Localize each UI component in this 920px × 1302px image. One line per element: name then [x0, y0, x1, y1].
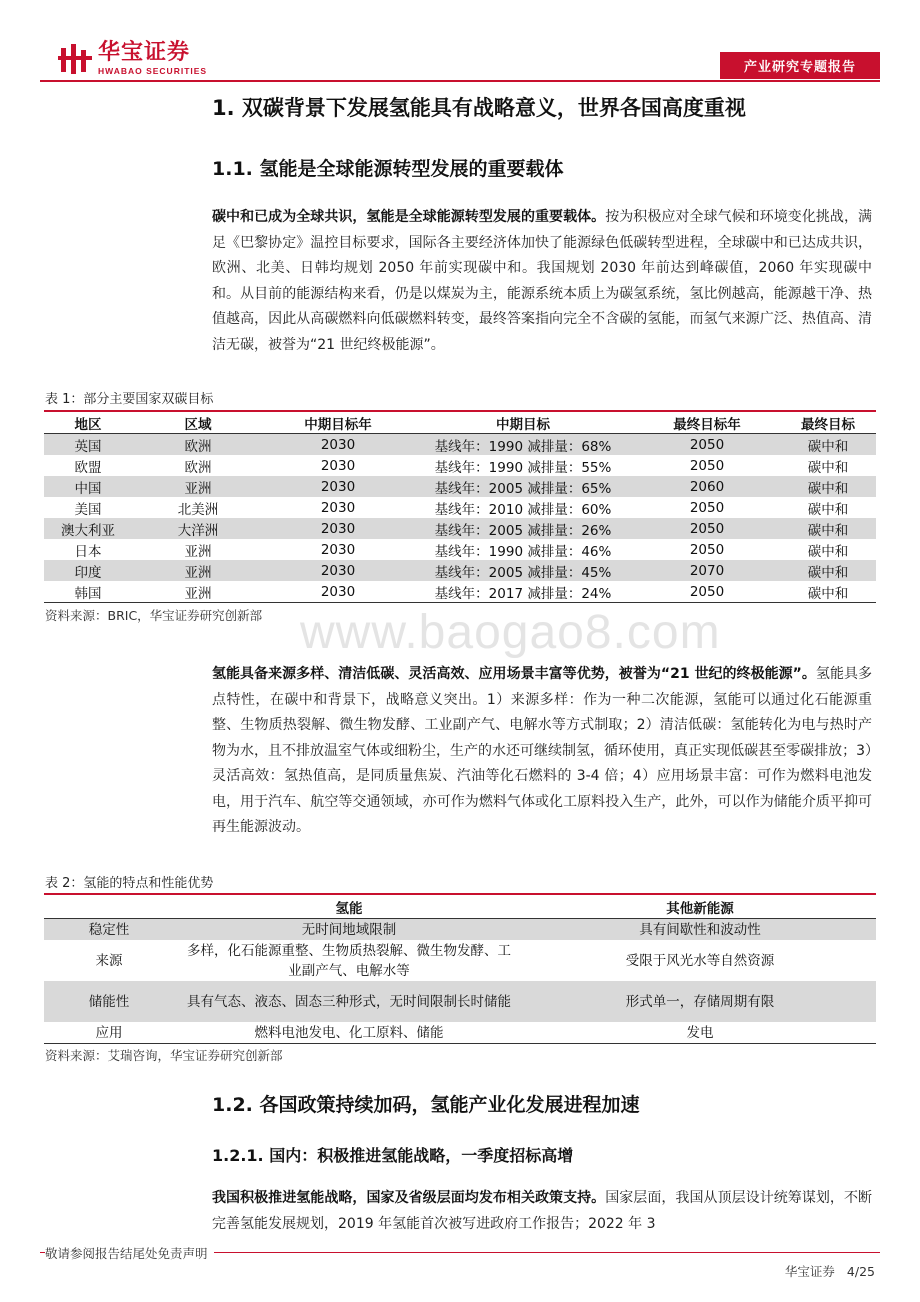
table-cell: 碳中和 — [807, 543, 849, 560]
table-cell: 亚洲 — [184, 543, 212, 560]
table-cell: 碳中和 — [807, 459, 849, 476]
table-cell: 2060 — [634, 476, 780, 497]
table-cell: 受限于风光水等自然资源 — [625, 952, 775, 969]
table-2-caption: 表 2：氢能的特点和性能优势 — [45, 876, 214, 891]
table-cell: 碳中和 — [807, 501, 849, 518]
table-cell: 2050 — [634, 518, 780, 539]
table-1-header-row — [44, 411, 876, 434]
table-cell: 发电 — [524, 1022, 876, 1044]
table-cell: 中国 — [44, 476, 132, 497]
table-cell: 2030 — [320, 457, 356, 474]
paragraph-1-body: 按为积极应对全球气候和环境变化挑战，满足《巴黎协定》温控目标要求，国际各主要经济体加快了能源绿色低碳转型进程，全球碳中和已达成共识，欧洲、北美、日韩均规划 2050 年前实现碳中和。我国规划 2030 年前达到峰碳值，2060 年实现碳中和。从目前的能源结构来看，仍是以煤炭为主，能源系统本质上为碳氢系统，氢比例越高，能源越干净、热值越高，因此从高碳燃料向低碳燃料转变，最终答案指向完全不含碳的氢能，而氢气来源广泛、热值高、清洁无碳，被誉为“21 世纪终极能源”。 — [212, 209, 873, 353]
table-cell: 北美洲 — [177, 501, 219, 518]
logo-en-text: HWABAO SECURITIES — [98, 66, 208, 77]
table-cell: 燃料电池发电、化工原料、储能 — [174, 1022, 524, 1044]
company-logo — [58, 42, 207, 76]
table-cell: 2030 — [264, 581, 412, 603]
paragraph-3 — [212, 1186, 872, 1237]
table-cell: 2050 — [634, 581, 780, 603]
table-cell: 具有气态、液态、固态三种形式，无时间限制长时储能 — [174, 981, 524, 1022]
table-cell: 澳大利亚 — [44, 518, 132, 539]
paragraph-2-lead: 氢能具备来源多样、清洁低碳、灵活高效、应用场景丰富等优势，被誉为“21 世纪的终极能源”。 — [212, 666, 816, 682]
table-cell: 亚洲 — [132, 560, 264, 581]
header-divider — [40, 80, 880, 82]
footer-company: 华宝证券 — [784, 1264, 835, 1279]
table-header: 最终目标年 — [634, 411, 780, 434]
table-cell: 2050 — [689, 541, 725, 558]
table-cell: 2030 — [264, 518, 412, 539]
table-cell: 亚洲 — [132, 581, 264, 603]
table-cell: 日本 — [74, 543, 102, 560]
table-row — [44, 560, 876, 581]
table-row — [44, 434, 876, 456]
table-cell: 英国 — [44, 434, 132, 456]
table-row — [44, 919, 876, 941]
table-cell: 2030 — [264, 434, 412, 456]
footer-info — [773, 1262, 875, 1280]
table-row — [44, 581, 876, 603]
sub-subsection-title: 1.2.1. 国内：积极推进氢能战略，一季度招标高增 — [212, 1146, 574, 1165]
table-cell: 具有间歇性和波动性 — [524, 919, 876, 941]
paragraph-3-lead: 我国积极推进氢能战略，国家及省级层面均发布相关政策支持。 — [212, 1190, 606, 1206]
table-cell: 基线年：2010 减排量：60% — [434, 501, 612, 518]
table-1 — [44, 410, 876, 603]
table-cell: 基线年：1990 减排量：46% — [434, 543, 612, 560]
table-cell: 2030 — [320, 541, 356, 558]
table-cell: 多样，化石能源重整、生物质热裂解、微生物发酵、工业副产气、电解水等 — [187, 942, 511, 979]
table-cell: 2030 — [264, 560, 412, 581]
table-cell: 2050 — [634, 434, 780, 456]
table-cell: 2050 — [689, 499, 725, 516]
table-2-source: 资料来源：艾瑞咨询，华宝证券研究创新部 — [45, 1048, 283, 1063]
table-cell: 基线年：2005 减排量：45% — [412, 560, 634, 581]
disclaimer-note: 敬请参阅报告结尾处免责声明 — [45, 1244, 214, 1262]
table-cell: 欧洲 — [184, 459, 212, 476]
table-cell: 形式单一，存储周期有限 — [524, 981, 876, 1022]
table-header: 区域 — [132, 411, 264, 434]
table-cell: 碳中和 — [780, 581, 876, 603]
paragraph-2 — [212, 662, 872, 841]
table-cell: 2030 — [320, 499, 356, 516]
table-row — [44, 539, 876, 560]
table-cell: 欧洲 — [132, 434, 264, 456]
paragraph-3-body: 国家层面，我国从顶层设计统筹谋划，不断完善氢能发展规划，2019 年氢能首次被写进政府工作报告；2022 年 3 — [212, 1190, 873, 1232]
page-number: 4/25 — [846, 1264, 875, 1279]
table-cell: 韩国 — [44, 581, 132, 603]
table-row — [44, 497, 876, 518]
table-cell: 2030 — [264, 476, 412, 497]
table-cell: 基线年：2017 减排量：24% — [412, 581, 634, 603]
table-cell: 基线年：2005 减排量：65% — [412, 476, 634, 497]
table-row — [44, 940, 876, 981]
table-1-caption: 表 1：部分主要国家双碳目标 — [45, 392, 214, 407]
table-header: 地区 — [44, 411, 132, 434]
table-cell: 2070 — [634, 560, 780, 581]
table-cell: 美国 — [74, 501, 102, 518]
table-cell: 欧盟 — [74, 459, 102, 476]
table-cell: 碳中和 — [780, 434, 876, 456]
table-header: 中期目标年 — [264, 411, 412, 434]
paragraph-2-body: 氢能具多点特性，在碳中和背景下，战略意义突出。1）来源多样：作为一种二次能源，氢能可以通过化石能源重整、生物质热裂解、微生物发酵、工业副产气、电解水等方式制取；2）清洁低碳：氢能转化为电与热时产物为水，且不排放温室气体或细粉尘，生产的水还可继续制氢，循环使用，真正实现低碳甚至零碳排放；3）灵活高效：氢热值高，是同质量焦炭、汽油等化石燃料的 3-4 倍；4）应用场景丰富：可作为燃料电池发电，用于汽车、航空等交通领域，亦可作为燃料气体或化工原料投入生产，此外，可以作为储能介质平抑可再生能源波动。 — [212, 666, 873, 835]
watermark: www.baogao8.com — [300, 606, 721, 659]
table-header — [44, 894, 174, 919]
table-cell: 印度 — [44, 560, 132, 581]
table-cell: 亚洲 — [132, 476, 264, 497]
hwabao-logo-icon — [58, 42, 92, 76]
table-row — [44, 455, 876, 476]
table-cell: 稳定性 — [44, 919, 174, 941]
table-header: 最终目标 — [780, 411, 876, 434]
logo-cn-text: 华宝证券 — [98, 40, 191, 66]
table-row — [44, 518, 876, 539]
table-2-header-row — [44, 894, 876, 919]
table-cell: 无时间地域限制 — [174, 919, 524, 941]
section-title: 1. 双碳背景下发展氢能具有战略意义，世界各国高度重视 — [212, 96, 746, 120]
table-row — [44, 981, 876, 1022]
table-cell: 基线年：2005 减排量：26% — [412, 518, 634, 539]
table-cell: 储能性 — [44, 981, 174, 1022]
table-cell: 基线年：1990 减排量：55% — [434, 459, 612, 476]
table-row — [44, 1022, 876, 1044]
table-cell: 来源 — [95, 952, 123, 969]
table-cell: 碳中和 — [780, 560, 876, 581]
table-header: 中期目标 — [412, 411, 634, 434]
table-2 — [44, 893, 876, 1044]
table-header: 氢能 — [174, 894, 524, 919]
table-header: 其他新能源 — [524, 894, 876, 919]
table-row — [44, 476, 876, 497]
table-cell: 2050 — [689, 457, 725, 474]
table-cell: 碳中和 — [780, 476, 876, 497]
table-cell: 大洋洲 — [132, 518, 264, 539]
subsection-title: 1.1. 氢能是全球能源转型发展的重要载体 — [212, 158, 564, 180]
report-type-tag: 产业研究专题报告 — [720, 52, 880, 79]
table-cell: 碳中和 — [780, 518, 876, 539]
table-cell: 应用 — [44, 1022, 174, 1044]
subsection-title: 1.2. 各国政策持续加码，氢能产业化发展进程加速 — [212, 1094, 640, 1116]
table-1-source: 资料来源：BRIC，华宝证券研究创新部 — [45, 608, 263, 623]
paragraph-1 — [212, 205, 872, 358]
paragraph-1-lead: 碳中和已成为全球共识，氢能是全球能源转型发展的重要载体。 — [212, 209, 606, 225]
table-cell: 基线年：1990 减排量：68% — [412, 434, 634, 456]
